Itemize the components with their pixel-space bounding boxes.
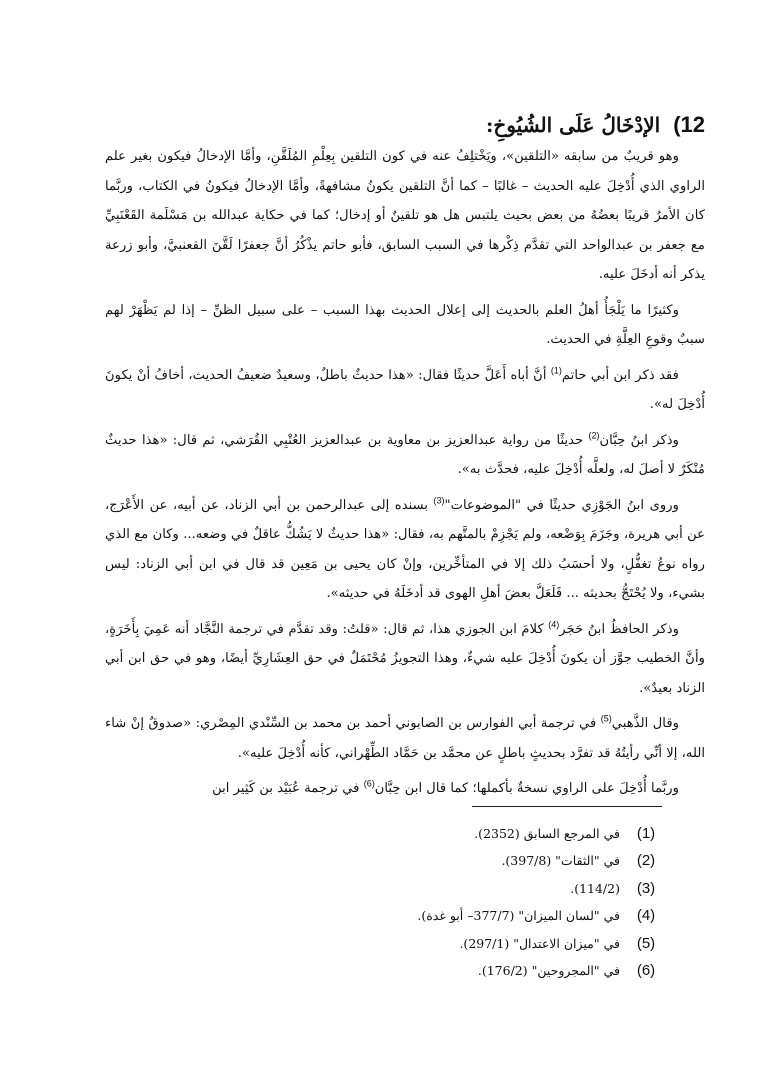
- paragraph-text: أنَّ أباه أَعَلَّ حديثًا فقال: «هذا حديثٌ باطلٌ، وسعيدٌ ضعيفُ الحديث، أخافُ أنْ يكونَ أُدْخِلَ له».: [105, 367, 705, 412]
- footnote-text: (114/2).: [570, 880, 620, 896]
- paragraph: [105, 774, 705, 804]
- paragraph: [105, 296, 705, 355]
- paragraph-text: وذكر ابنُ حِبَّان: [599, 432, 679, 448]
- paragraph-text: فقد ذكر ابن أبي حاتم: [561, 367, 679, 383]
- paragraph-text: بسنده إلى عبدالرحمن بن أبي الزناد، عن أبيه، عن الأَعْرَج، عن أبي هريرة، وجَزَمَ بِوَضْعه، ولم يَجْزِمْ بالمتَّهم به، فقال: «هذا حديثٌ لا يَشُكُّ عاقلٌ في وضعه... وكان مع الذي رواه نوعُ تغفُّلٍ، ولا أحسَبُ ذلك إلا في المتأخِّرين، وإنْ كان يحيى بن مَعِين قد قال في ابن أبي الزناد: ليس بشيء، ولا يُحْتَجُّ بحديثه ... فَلَعَلَّ بعضَ أهلِ الهوى قد أدخَلَهُ في حديثه».: [105, 497, 705, 601]
- paragraph-text: وربَّما أُدْخِلَ على الراوي نسخةٌ بأكملها؛ كما قال ابن حِبَّان: [374, 781, 679, 796]
- footnote-number: (4): [636, 907, 656, 925]
- footnote-ref: (3): [433, 495, 445, 506]
- paragraph-text: وذكر الحافظُ ابنُ حَجَر: [559, 621, 679, 637]
- paragraph-text: كلامَ ابن الجوزي هذا، ثم قال: «قلتُ: وقد تقدَّم في ترجمة النَّجَّاد أنه عَمِيَ بِأَخَرَةٍ، وأنَّ الخطيب جوَّز أن يكونَ أُدْخِلَ عليه شيءٌ، وهذا التجويزُ مُحْتَمَلٌ في حق العِشَارِيِّ أيضًا، وهو في حق ابن أبي الزناد بعيدٌ».: [105, 621, 705, 696]
- footnote-number: (3): [636, 879, 656, 897]
- section-heading: [105, 110, 705, 140]
- footnote-ref: (6): [363, 778, 375, 789]
- footnotes: [300, 820, 672, 984]
- paragraph: [105, 615, 705, 704]
- paragraph-text: وهو قريبٌ من سابقه «التلقين»، ويَخْتلِفُ عنه في كون التلقين بِعِلْمِ المُلَقَّنِ، وأمَّا الإدخالُ فيكون بغير علم الراوي الذي أُدْخِلَ عليه الحديث – غالبًا – كما أنَّ التلقين يكونُ مشافهةً، وأمَّا الإدخالُ فيكونُ في الكتاب، وربَّما كان الأمرُ قريبًا بعضُهُ من بعض بحيث يلتبس هل هو تلقينٌ أو إدخال؛ كما في حكاية عبدالله بن مَسْلَمة القَعْنَبِيِّ مع جعفر بن عبدالواحد التي تقدَّم ذِكْرها في السبب السابق، فأبو حاتم يذْكُرُ أنَّ جعفرًا لَقَّنَ القعنبيَّ، وأبو زرعة يذكر أنه أدخَلَ عليه.: [105, 149, 706, 282]
- footnote-ref: (1): [550, 365, 562, 376]
- paragraph-text: وروى ابنُ الجَوْزِي حديثًا في "الموضوعات": [444, 497, 679, 513]
- paragraph-text: في ترجمة أبي الفوارس بن الصابوني أحمد بن محمد بن السِّنْدي المِصْري: «صدوقٌ إنْ شاء الله، إلا أنِّي رأيتُهُ قد تفرَّد بحديثٍ باطلٍ عن محمَّد بن حَمَّاد الطِّهْراني، كأنه أُدْخِلَ عليه».: [105, 716, 705, 761]
- footnote-ref: (4): [548, 619, 560, 630]
- footnote-text: في "المجروحين" (176/2).: [477, 962, 620, 978]
- footnote-item: [300, 875, 672, 902]
- paragraph-text: وقال الذَّهبي: [611, 716, 680, 731]
- footnote-ref: (5): [600, 713, 612, 724]
- footnote-number: (5): [636, 934, 656, 952]
- footnote-text: في المرجع السابق (2352).: [474, 826, 620, 841]
- footnote-text: في "لسان الميزان" (377/7– أبو غدة).: [417, 908, 620, 924]
- footnote-text: في "الثقات" (397/8).: [501, 853, 620, 869]
- paragraph: [105, 491, 705, 609]
- footnote-number: (6): [636, 961, 656, 979]
- footnote-item: [300, 820, 672, 847]
- footnote-divider: [472, 806, 662, 807]
- section-title: الإدْخَالُ عَلَى الشُيُوخِ:: [486, 113, 661, 137]
- paragraph-text: حديثًا من رواية عبدالعزيز بن معاوية بن عبدالعزيز العُتْبِي القُرَشي، ثم قال: «هذا حديثٌ مُنْكَرٌ لا أصلَ له، ولعلَّه أُدْخِلَ عليه، فحدَّث به».: [105, 432, 705, 477]
- footnote-ref: (2): [588, 430, 600, 441]
- page-body: [105, 100, 705, 810]
- footnote-number: (2): [636, 852, 656, 870]
- footnote-item: [300, 902, 672, 929]
- footnote-item: [300, 930, 672, 957]
- footnote-number: (1): [636, 825, 656, 842]
- paragraph: [105, 709, 705, 768]
- paragraph-text: وكثيرًا ما يَلْجَأُ أهلُ العلم بالحديث إلى إعلال الحديث بهذا السبب – على سبيل الظنِّ – إذا لم يَظْهَرْ لهم سببٌ وقوعِ العِلَّةِ في الحديث.: [105, 302, 705, 347]
- paragraph-text: في ترجمة عُبَيْد بن كَثِير ابن: [212, 781, 364, 796]
- body-text: [105, 142, 705, 804]
- section-number: 12): [673, 112, 705, 137]
- footnote-item: [300, 847, 672, 874]
- paragraph: [105, 142, 705, 290]
- footnote-text: في "ميزان الاعتدال" (297/1).: [459, 935, 620, 951]
- paragraph: [105, 426, 705, 485]
- footnote-item: [300, 957, 672, 984]
- paragraph: [105, 361, 705, 420]
